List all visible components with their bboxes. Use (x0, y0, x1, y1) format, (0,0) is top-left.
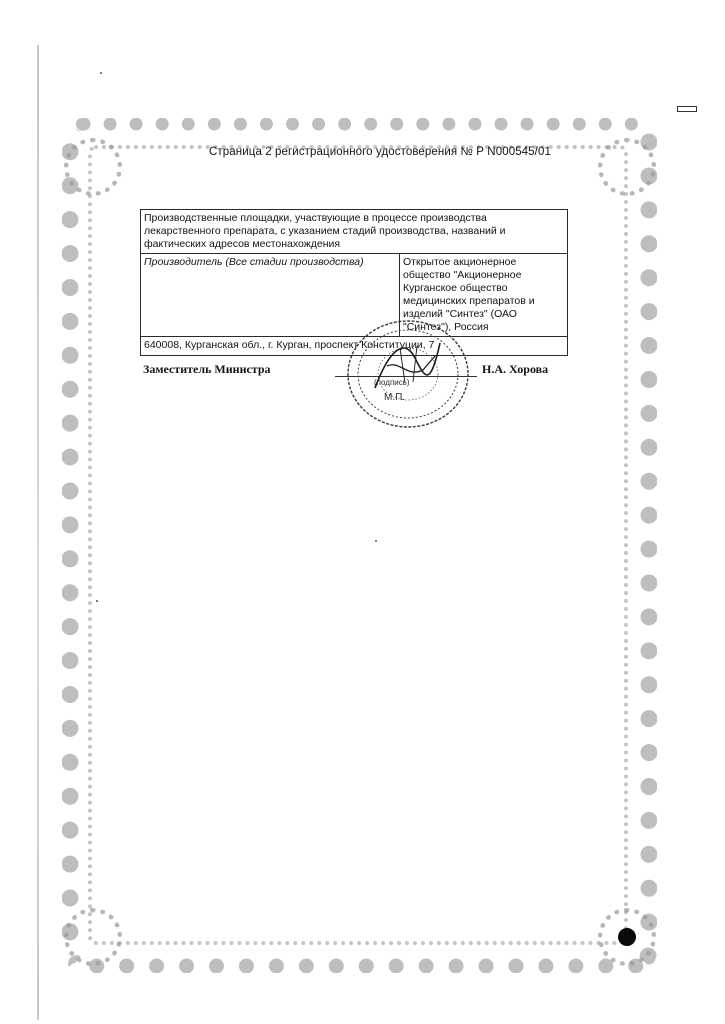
signatory-title: Заместитель Министра (143, 362, 271, 376)
round-seal-icon (345, 318, 471, 430)
corner-ornament-icon (598, 138, 656, 196)
signatory-name: Н.А. Хорова (482, 362, 549, 376)
table-row (141, 210, 568, 254)
scan-speck (100, 72, 102, 74)
stamp-caption: М.П. (384, 392, 406, 403)
manufacturer-role: Производитель (Все стадии производства) (141, 254, 400, 337)
manufacturer-address: 640008, Курганская обл., г. Курган, проспект Конституции, 7 (141, 337, 568, 356)
table-heading: Производственные площадки, участвующие в процессе производства лекарственного препарата, с указанием стадий производства, названий и фактических адресов местонахождения (141, 210, 568, 254)
page-header: Страница 2 регистрационного удостоверения № Р N000545/01 (209, 146, 551, 158)
scan-speck (375, 540, 377, 542)
manufacturer-company: Открытое акционерное общество "Акционерное Курганское общество медицинских препаратов и изделий "Синтез" (ОАО "Синтез"), Россия (400, 254, 568, 337)
scan-edge-mark (677, 106, 697, 112)
corner-ornament-icon (64, 138, 122, 196)
corner-ornament-icon (64, 908, 122, 966)
scan-edge-line (37, 45, 39, 1020)
signature-caption: (подпись) (374, 378, 410, 387)
scan-speck (96, 600, 98, 602)
black-dot-icon (618, 928, 636, 946)
